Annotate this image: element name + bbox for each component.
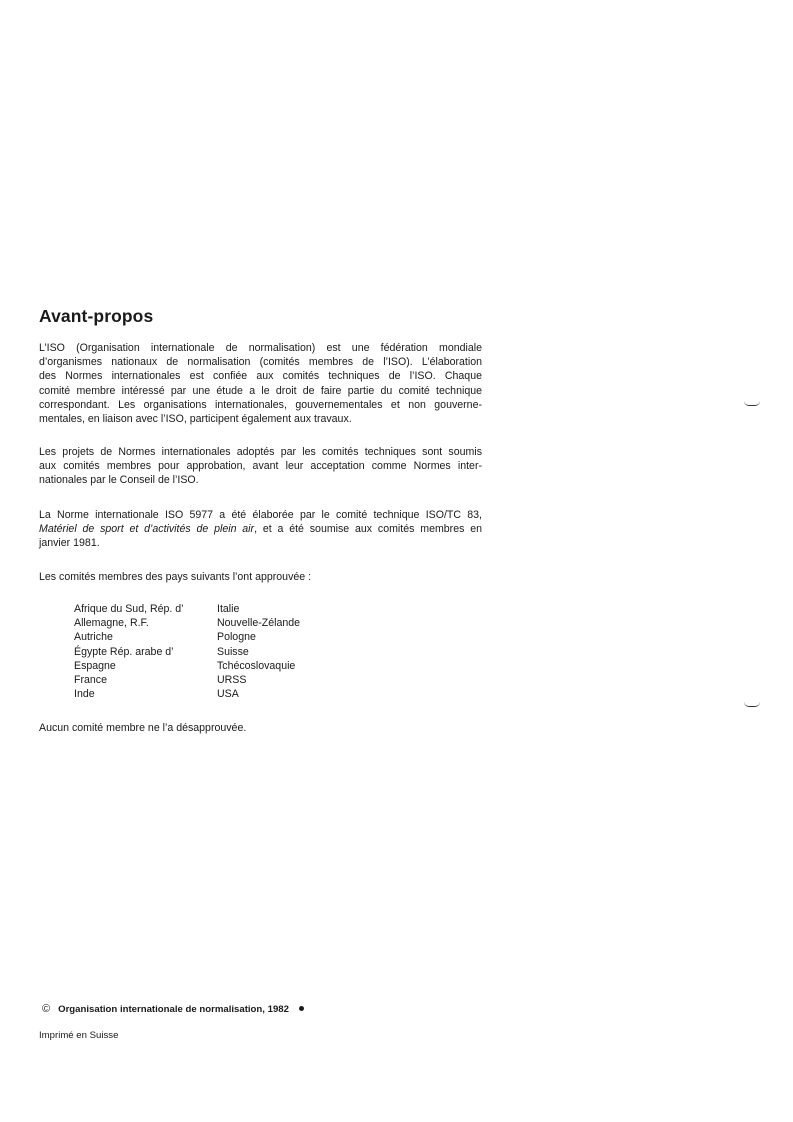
country-item: Allemagne, R.F. [74, 617, 149, 630]
country-item: Tchécoslovaquie [217, 659, 296, 672]
margin-mark-icon [744, 702, 760, 707]
text-line: correspondant. Les organisations internationales, gouvernementales et non gouverne- [39, 398, 482, 411]
text-line: des Normes internationales est confiée aux comités techniques de l’ISO. Chaque [39, 370, 482, 383]
paragraph-standard-origin [39, 508, 482, 551]
country-item: Afrique du Sud, Rép. d’ [74, 603, 184, 615]
country-item: Italie [217, 603, 240, 615]
paragraph-disapprovals [39, 721, 482, 735]
bullet-dot-icon [299, 1006, 304, 1011]
country-item: USA [217, 688, 239, 701]
copyright-text: Organisation internationale de normalisation, 1982 [58, 1004, 289, 1015]
printed-location: Imprimé en Suisse [39, 1030, 119, 1041]
text-line: Aucun comité membre ne l’a désapprouvée. [39, 722, 247, 734]
text-line [39, 522, 482, 536]
country-item: France [74, 674, 107, 687]
paragraph-iso-intro [39, 341, 482, 426]
copyright-footer [42, 1003, 304, 1015]
paragraph-approvals-intro [39, 570, 482, 584]
text-line: d’organismes nationaux de normalisation (comités membres de l’ISO). L’élaboration [39, 356, 482, 369]
country-item: Pologne [217, 631, 256, 644]
text-fragment: , et a été soumise aux comités membres en [254, 523, 482, 536]
text-line: janvier 1981. [39, 537, 100, 550]
country-item: Inde [74, 688, 95, 701]
text-line: mentales, en liaison avec l’ISO, participent également aux travaux. [39, 413, 352, 426]
paragraph-approval-process [39, 445, 482, 488]
committee-title: Matériel de sport et d’activités de plein air [39, 523, 255, 536]
country-item: Égypte Rép. arabe d’ [74, 645, 174, 658]
page-title: Avant-propos [39, 306, 154, 326]
text-line: aux comités membres pour approbation, avant leur acceptation comme Normes inter- [39, 460, 482, 473]
text-line: Les comités membres des pays suivants l’ont approuvée : [39, 571, 312, 583]
text-line: Les projets de Normes internationales adoptés par les comités techniques sont soumis [39, 446, 482, 458]
text-line: La Norme internationale ISO 5977 a été élaborée par le comité technique ISO/TC 83, [39, 509, 482, 521]
text-line: L’ISO (Organisation internationale de normalisation) est une fédération mondiale [39, 342, 482, 354]
copyright-icon: © [42, 1003, 51, 1015]
country-item: Nouvelle-Zélande [217, 617, 301, 630]
text-line: nationales par le Conseil de l’ISO. [39, 474, 199, 487]
country-item: Autriche [74, 631, 113, 644]
text-line: comité membre intéressé par une étude a le droit de faire partie du comité technique [39, 384, 482, 397]
country-item: URSS [217, 674, 247, 687]
country-item: Suisse [217, 645, 249, 658]
margin-mark-icon [744, 401, 760, 406]
country-list [74, 602, 357, 701]
country-item: Espagne [74, 659, 116, 672]
